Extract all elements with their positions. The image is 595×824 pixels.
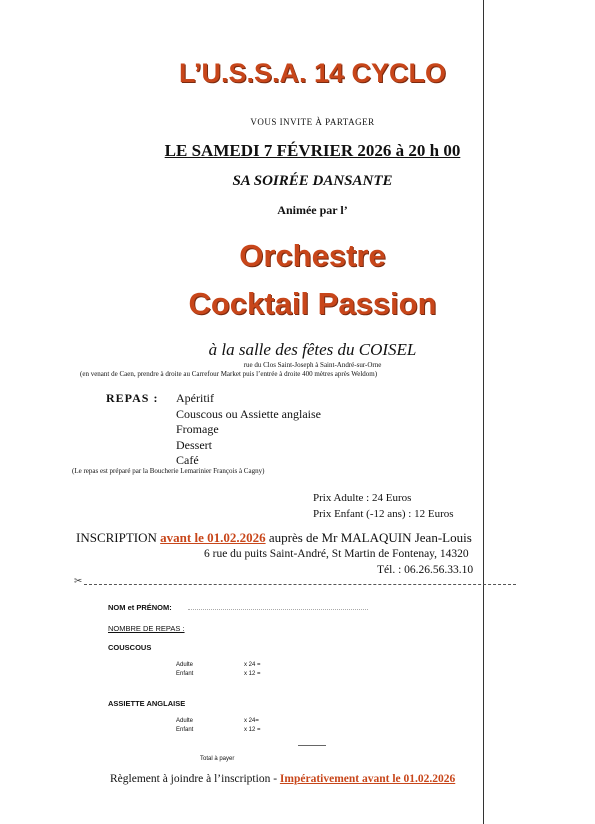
couscous-adult-price: x 24 = xyxy=(244,662,261,668)
band-line-1: Orchestre xyxy=(239,238,386,273)
inscription-phone: Tél. : 06.26.56.33.10 xyxy=(377,564,474,576)
date-line: LE SAMEDI 7 FÉVRIER 2026 à 20 h 00 xyxy=(164,141,461,160)
footer-line xyxy=(110,773,455,785)
couscous-child-price: x 12 = xyxy=(244,671,261,677)
venue-address: rue du Clos Saint-Joseph à Saint-André-sur-Orne xyxy=(243,361,382,369)
venue-name: à la salle des fêtes du COISEL xyxy=(208,340,417,359)
name-field[interactable] xyxy=(188,609,368,610)
footer-deadline: Impérativement avant le 01.02.2026 xyxy=(279,773,456,785)
menu-item: Dessert xyxy=(176,437,212,452)
prices xyxy=(313,490,454,522)
animated-by: Animée par l’ xyxy=(277,203,348,217)
couscous-child-label: Enfant xyxy=(176,671,194,677)
assiette-child-label: Enfant xyxy=(176,727,194,733)
menu-items xyxy=(176,391,321,469)
menu-item: Café xyxy=(176,453,199,467)
total-rule xyxy=(298,745,326,746)
couscous-adult-label: Adulte xyxy=(176,662,194,668)
inscription-deadline: avant le 01.02.2026 xyxy=(160,530,266,545)
menu-item: Apéritif xyxy=(176,391,214,405)
footer-prefix: Règlement à joindre à l’inscription - xyxy=(110,773,280,785)
invite-line: VOUS INVITE À PARTAGER xyxy=(250,117,375,127)
cut-line xyxy=(84,584,516,585)
venue-directions: (en venant de Caen, prendre à droite au Carrefour Market puis l’entrée à droite 400 mètres après Weldom) xyxy=(80,370,378,378)
inscription-address: 6 rue du puits Saint-André, St Martin de Fontenay, 14320 xyxy=(204,548,469,560)
inscription-line xyxy=(76,530,472,546)
menu-label: REPAS : xyxy=(106,391,159,405)
form-assiette-label: ASSIETTE ANGLAISE xyxy=(108,699,186,708)
form-meals-label: NOMBRE DE REPAS : xyxy=(108,624,185,633)
menu-item: Couscous ou Assiette anglaise xyxy=(176,406,321,421)
form-name-label: NOM et PRÉNOM: xyxy=(108,603,172,612)
event-line: SA SOIRÉE DANSANTE xyxy=(232,173,393,189)
assiette-adult-label: Adulte xyxy=(176,718,194,724)
price-adult: Prix Adulte : 24 Euros xyxy=(313,492,412,504)
form-couscous-label: COUSCOUS xyxy=(108,643,152,652)
assiette-adult-price: x 24= xyxy=(244,718,259,724)
assiette-child-price: x 12 = xyxy=(244,727,261,733)
menu-item: Fromage xyxy=(176,422,219,436)
scissors-icon: ✂ xyxy=(74,576,83,587)
price-child: Prix Enfant (-12 ans) : 12 Euros xyxy=(313,508,454,520)
band-line-2: Cocktail Passion xyxy=(188,286,437,321)
club-title: L’U.S.S.A. 14 CYCLO xyxy=(178,58,447,88)
total-label: Total à payer xyxy=(200,756,235,762)
inscription-contact: auprès de Mr MALAQUIN Jean-Louis xyxy=(265,530,472,545)
inscription-prefix: INSCRIPTION xyxy=(76,530,161,545)
menu-note: (Le repas est préparé par la Boucherie Lemarinier François à Cagny) xyxy=(72,467,265,475)
